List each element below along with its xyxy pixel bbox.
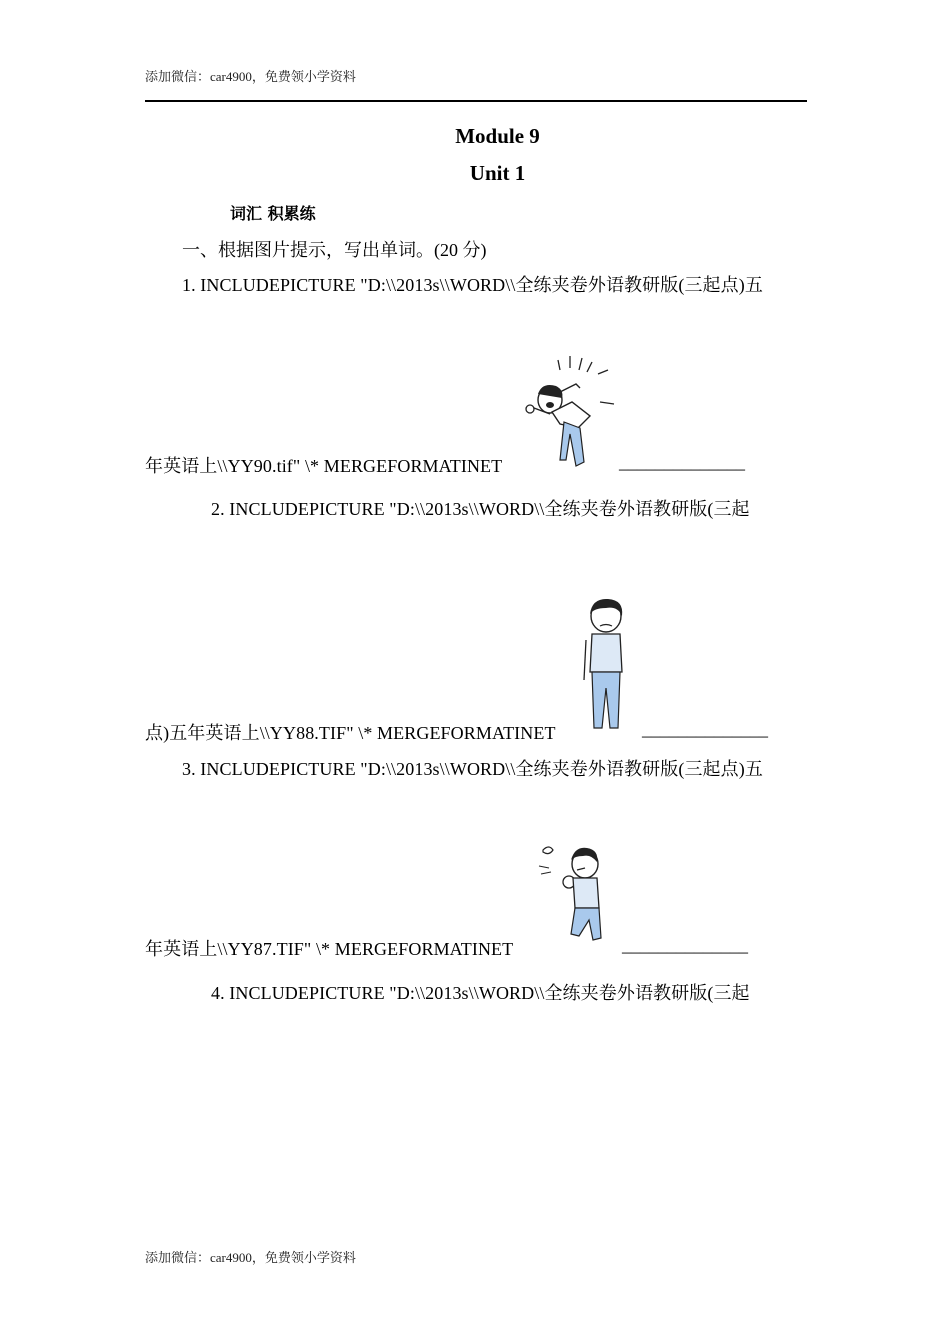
answer-blank-3[interactable]: ______________ — [622, 935, 748, 955]
page-footer: 添加微信：car4900，免费领小学资料 — [145, 1250, 356, 1265]
page-header: 添加微信：car4900，免费领小学资料 — [145, 69, 356, 84]
question-4-line-1: 4. INCLUDEPICTURE "D:\\2013s\\WORD\\全练夹卷外语教研版(三起 — [211, 983, 750, 1003]
module-title: Module 9 — [455, 124, 540, 148]
question-3-line-2: 年英语上\\YY87.TIF" \* MERGEFORMATINET — [145, 939, 514, 959]
question-2-line-1: 2. INCLUDEPICTURE "D:\\2013s\\WORD\\全练夹卷外语教研版(三起 — [211, 499, 750, 519]
section-label: 词汇 积累练 — [230, 204, 316, 223]
question-1-line-2: 年英语上\\YY90.tif" \* MERGEFORMATINET — [145, 456, 503, 476]
answer-blank-2[interactable]: ______________ — [642, 719, 768, 739]
instruction: 一、根据图片提示，写出单词。(20 分) — [182, 240, 487, 260]
question-3-line-1: 3. INCLUDEPICTURE "D:\\2013s\\WORD\\全练夹卷外语教研版(三起点)五 — [182, 759, 763, 779]
sad-boy-icon — [578, 596, 638, 736]
angry-boy-icon — [535, 842, 615, 952]
question-1-line-1: 1. INCLUDEPICTURE "D:\\2013s\\WORD\\全练夹卷外语教研版(三起点)五 — [182, 275, 763, 295]
shouting-boy-icon — [520, 352, 620, 472]
header-rule — [145, 100, 807, 102]
question-2-line-2: 点)五年英语上\\YY88.TIF" \* MERGEFORMATINET — [145, 723, 556, 743]
unit-title: Unit 1 — [469, 161, 526, 185]
answer-blank-1[interactable]: ______________ — [619, 452, 745, 472]
